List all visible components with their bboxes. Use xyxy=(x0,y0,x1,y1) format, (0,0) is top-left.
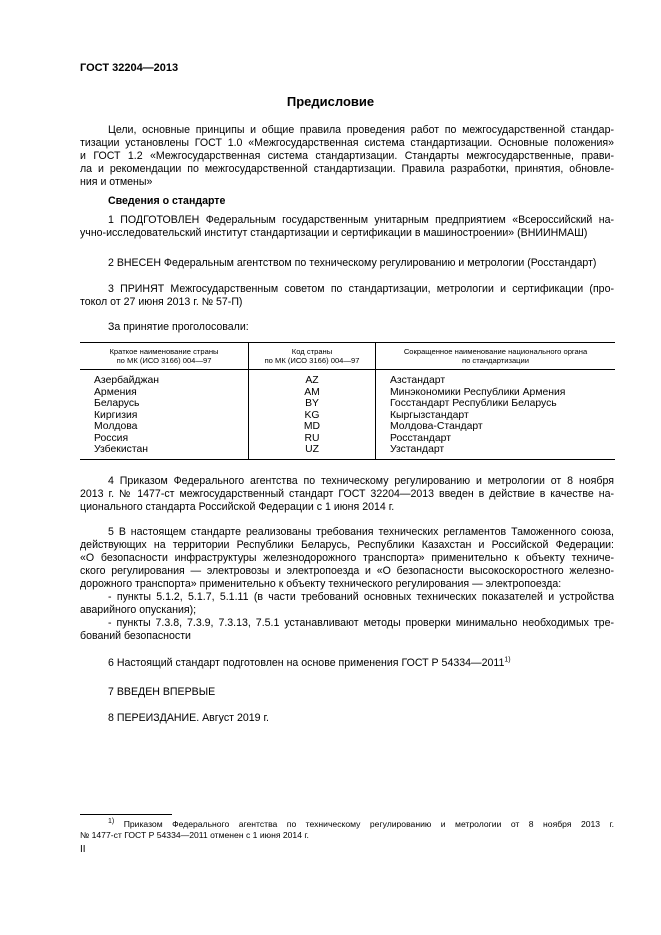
national-body: Молдова-Стандарт xyxy=(390,421,483,432)
table-header-row xyxy=(80,343,615,370)
item-7: 7 ВВЕДЕН ВПЕРВЫЕ xyxy=(108,686,216,698)
country-name: Киргизия xyxy=(80,410,249,422)
intro-paragraph: Цели, основные принципы и общие правила проведения работ по межгосударственной стандар- тизации установлены ГОСТ 1.0 «Межгосударственная система стандартизации. Основные положения» и ГОСТ 1.2 «Межгосударственная система стандартизации. Стандарты межгосударственные, прави- ла и рекомендации по межгосударственной стандартизации. Правила разработки, принятия, обновле- ния и отмены» xyxy=(80,124,614,188)
header-country-name: Краткое наименование страны по МК (ИСО 3166) 004—97 xyxy=(80,343,249,370)
footnote-divider xyxy=(80,814,172,815)
national-body: Росстандарт xyxy=(390,432,451,444)
table-row xyxy=(80,421,615,433)
item-8: 8 ПЕРЕИЗДАНИЕ. Август 2019 г. xyxy=(108,712,269,724)
country-code: AM xyxy=(249,387,376,399)
table-row xyxy=(80,410,615,422)
national-body: Минэкономики Республики Армения xyxy=(390,386,566,398)
national-body: Узстандарт xyxy=(376,444,616,459)
item-5-bullet-2: - пункты 7.3.8, 7.3.9, 7.3.13, 7.5.1 устанавливают методы проверки минимально необходимых тре- бований безопасности xyxy=(80,617,614,642)
item-1: 1 ПОДГОТОВЛЕН Федеральным государственным унитарным предприятием «Всероссийский на- учно-исследовательский институт стандартизации и сертификации в машиностроении» (ВНИИНМАШ) xyxy=(80,214,614,239)
country-name: Молдова xyxy=(80,421,249,433)
national-body: Госстандарт Республики Беларусь xyxy=(390,398,557,409)
country-name: Азербайджан xyxy=(80,370,249,387)
document-header: ГОСТ 32204—2013 xyxy=(80,62,179,74)
section-heading: Сведения о стандарте xyxy=(108,195,226,207)
country-name: Беларусь xyxy=(80,398,249,410)
item-3: 3 ПРИНЯТ Межгосударственным советом по стандартизации, метрологии и сертификации (про- токол от 27 июня 2013 г. № 57-П) xyxy=(80,283,614,308)
footnote-mark: 1) xyxy=(108,818,115,826)
country-name: Армения xyxy=(80,387,249,399)
header-national-body: Сокращенное наименование национального органа по стандартизации xyxy=(376,343,616,370)
country-code: UZ xyxy=(249,444,376,459)
table-row xyxy=(80,370,615,387)
table-row xyxy=(80,433,615,445)
table-row xyxy=(80,398,615,410)
table-row xyxy=(80,387,615,399)
country-code: AZ xyxy=(249,370,376,387)
national-body: Азстандарт xyxy=(390,375,446,386)
item-4: 4 Приказом Федерального агентства по техническому регулированию и метрологии от 8 ноября 2013 г. № 1477-ст межгосударственный стандарт ГОСТ 32204—2013 введен в действие в качестве на- ционального стандарта Российской Федерации с 1 июня 2014 г. xyxy=(80,475,614,513)
page-title: Предисловие xyxy=(286,94,375,109)
footnote: $^{1)}$ Приказом Федерального агентства по техническому регулированию и метрологии от 8 ноября 2013 г. № 1477-ст ГОСТ Р 54334—2011 отменен с 1 июня 2014 г. xyxy=(80,818,614,840)
country-name: Россия xyxy=(80,433,249,445)
national-body: Кыргызстандарт xyxy=(390,409,469,421)
item-5: 5 В настоящем стандарте реализованы требования технических регламентов Таможенного союза, действующих на территории Республики Беларусь, Республики Казахстан и Российской Федерации: «О безопасности инфраструктуры железнодорожного транспорта» применительно к объекту техниче- ского регулирования — электровозы и электропоезда и «О безопасности высокоскоростного железно- дорожного транспорта» применительно к объекту технического регулирования — электропоезда: xyxy=(80,526,614,590)
voted-label: За принятие проголосовали: xyxy=(108,321,249,333)
page-number: II xyxy=(80,844,86,855)
country-code: RU xyxy=(249,433,376,445)
footnote-ref: 1) xyxy=(504,656,511,664)
countries-table xyxy=(80,342,615,460)
item-2: 2 ВНЕСЕН Федеральным агентством по техническому регулированию и метрологии (Росстандарт) xyxy=(108,257,597,269)
item-6: 6 Настоящий стандарт подготовлен на основе применения ГОСТ Р 54334—2011$^{1)}$ xyxy=(108,656,511,669)
table-row xyxy=(80,444,615,459)
country-name: Узбекистан xyxy=(80,444,249,459)
country-code: MD xyxy=(249,421,376,433)
country-code: BY xyxy=(249,398,376,410)
header-country-code: Код страны по МК (ИСО 3166) 004—97 xyxy=(249,343,376,370)
country-code: KG xyxy=(249,410,376,422)
item-5-bullet-1: - пункты 5.1.2, 5.1.7, 5.1.11 (в части требований основных технических показателей и устройства аварийного опускания); xyxy=(80,591,614,616)
